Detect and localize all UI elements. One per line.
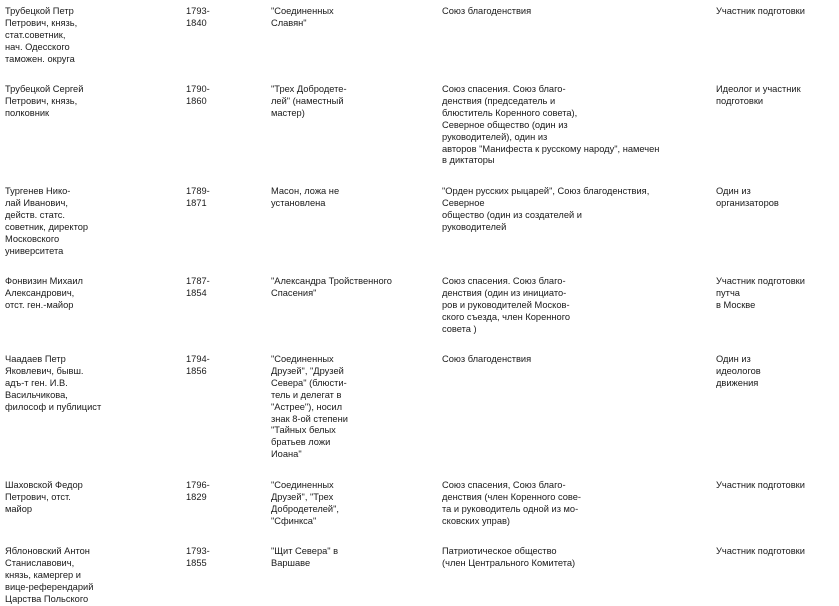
role-cell: Участник подготовки xyxy=(716,6,805,16)
masonic-lodge-cell: "Соединенных Славян" xyxy=(271,6,334,28)
life-years-cell: 1796- 1829 xyxy=(186,480,210,502)
life-years-cell: 1794- 1856 xyxy=(186,354,210,376)
secret-society-cell: Союз благоденствия xyxy=(442,354,532,364)
life-years-cell: 1793- 1840 xyxy=(186,6,210,28)
member-name-cell: Трубецкой Петр Петрович, князь, стат.советник, нач. Одесского таможен. округа xyxy=(5,6,78,64)
life-years-cell: 1793- 1855 xyxy=(186,546,210,568)
member-name-cell: Фонвизин Михаил Александрович, отст. ген.-майор xyxy=(5,276,83,310)
masonic-lodge-cell: "Соединенных Друзей", "Друзей Севера" (блюсти- тель и делегат в "Астрее"), носил знак 8-ой степени "Тайных белых братьев ложи Иоана" xyxy=(271,354,348,460)
secret-society-cell: Союз спасения, Союз благо- денствия (член Коренного сове- та и руководитель одной из мо- сковских управ) xyxy=(442,480,581,526)
member-name-cell: Яблоновский Антон Станиславович, князь, камергер и вице-референдарий Царства Польского xyxy=(5,546,94,604)
masonic-lodge-cell: "Александра Тройственного Спасения" xyxy=(271,276,392,298)
member-name-cell: Трубецкой Сергей Петрович, князь, полковник xyxy=(5,84,84,118)
masonic-lodge-cell: "Щит Севера" в Варшаве xyxy=(271,546,339,568)
secret-society-cell: Союз благоденствия xyxy=(442,6,532,16)
masonic-lodge-cell: "Соединенных Друзей", "Трех Добродетелей", "Сфинкса" xyxy=(271,480,340,526)
masonic-lodge-cell: "Трех Добродете- лей" (наместный мастер) xyxy=(271,84,347,118)
secret-society-cell: "Орден русских рыцарей", Союз благоденствия, Северное общество (один из создателей и руководителей xyxy=(442,186,650,232)
secret-society-cell: Союз спасения. Союз благо- денствия (председатель и блюститель Коренного совета), Северное общество (один из руководителей), один из авторов "Манифеста к русскому народу", намечен в диктаторы xyxy=(442,84,660,166)
life-years-cell: 1790- 1860 xyxy=(186,84,210,106)
life-years-cell: 1789- 1871 xyxy=(186,186,210,208)
member-name-cell: Тургенев Нико- лай Иванович, действ. статс. советник, директор Московского университета xyxy=(5,186,89,256)
member-name-cell: Чаадаев Петр Яковлевич, бывш. адъ-т ген. И.В. Васильчикова, философ и публицист xyxy=(5,354,102,412)
secret-society-cell: Союз спасения. Союз благо- денствия (один из инициато- ров и руководителей Москов- ского съезда, член Коренного совета ) xyxy=(442,276,571,334)
role-cell: Идеолог и участник подготовки xyxy=(716,84,801,106)
life-years-cell: 1787- 1854 xyxy=(186,276,210,298)
role-cell: Участник подготовки путча в Москве xyxy=(716,276,805,310)
role-cell: Участник подготовки xyxy=(716,546,805,556)
member-name-cell: Шаховской Федор Петрович, отст. майор xyxy=(5,480,83,514)
role-cell: Один из идеологов движения xyxy=(716,354,761,388)
secret-society-cell: Патриотическое общество (член Центрального Комитета) xyxy=(442,546,576,568)
masonic-lodge-cell: Масон, ложа не установлена xyxy=(271,186,340,208)
role-cell: Один из организаторов xyxy=(716,186,779,208)
role-cell: Участник подготовки xyxy=(716,480,805,490)
